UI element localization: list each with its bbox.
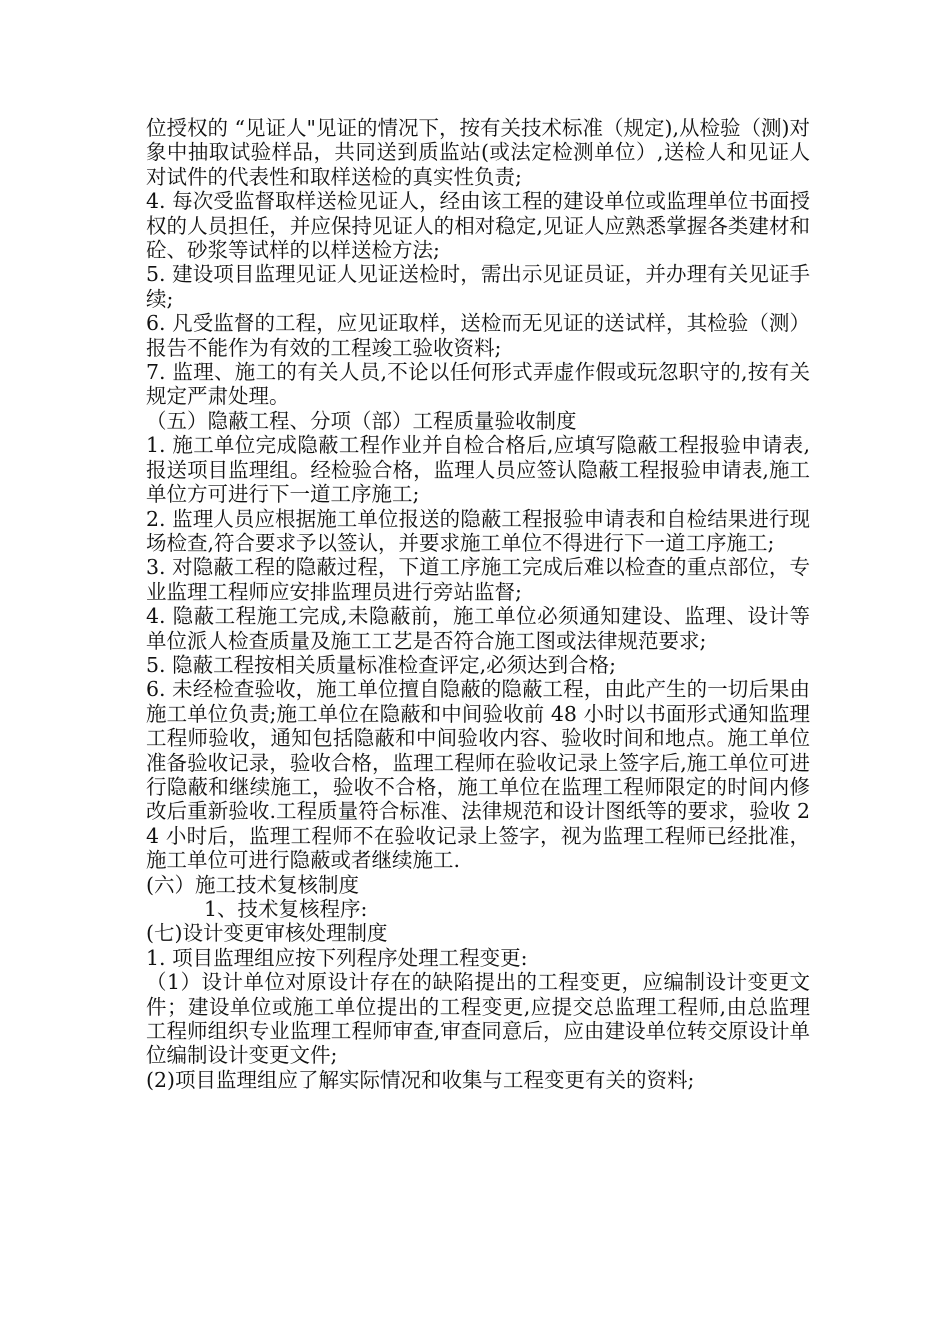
paragraph-item-5: 5. 建设项目监理见证人见证送检时，需出示见证员证，并办理有关见证手续; (146, 262, 810, 311)
section-heading-5: （五）隐蔽工程、分项（部）工程质量验收制度 (146, 408, 577, 433)
paragraph-hidden-works-5: 5. 隐蔽工程按相关质量标准检查评定,必须达到合格; (146, 652, 616, 677)
paragraph-item-7: 7. 监理、施工的有关人员,不论以任何形式弄虚作假或玩忽职守的,按有关规定严肃处理。 (146, 360, 810, 409)
paragraph-change-procedure: 1. 项目监理组应按下列程序处理工程变更: (146, 945, 528, 970)
paragraph-witness-sampling: 位授权的 “见证人"见证的情况下，按有关技术标准（规定),从检验（测)对象中抽取试验样品，共同送到质监站(或法定检测单位）,送检人和见证人对试件的代表性和取样送检的真实性负责; (146, 116, 810, 189)
paragraph-hidden-works-1: 1. 施工单位完成隐蔽工程作业并自检合格后,应填写隐蔽工程报验申请表,报送项目监理组。经检验合格，监理人员应签认隐蔽工程报验申请表,施工单位方可进行下一道工序施工; (146, 433, 810, 507)
paragraph-item-4: 4. 每次受监督取样送检见证人，经由该工程的建设单位或监理单位书面授权的人员担任，并应保持见证人的相对稳定,见证人应熟悉掌握各类建材和砼、砂浆等试样的以样送检方法; (146, 189, 810, 263)
paragraph-hidden-works-2: 2. 监理人员应根据施工单位报送的隐蔽工程报验申请表和自检结果进行现场检查,符合要求予以签认，并要求施工单位不得进行下一道工序施工; (146, 506, 810, 555)
document-body (146, 116, 810, 1092)
paragraph-change-step-1: （1）设计单位对原设计存在的缺陷提出的工程变更，应编制设计变更文件；建设单位或施工单位提出的工程变更,应提交总监理工程师,由总监理工程师组织专业监理工程师审查,审查同意后，应由建设单位转交原设计单位编制设计变更文件; (146, 970, 810, 1068)
section-heading-7: (七)设计变更审核处理制度 (146, 921, 388, 946)
subheading-review-procedure: 1、技术复核程序: (204, 897, 368, 921)
paragraph-hidden-works-4: 4. 隐蔽工程施工完成,未隐蔽前，施工单位必须通知建设、监理、设计等单位派人检查质量及施工工艺是否符合施工图或法律规范要求; (146, 604, 810, 653)
paragraph-hidden-works-6: 6. 未经检查验收，施工单位擅自隐蔽的隐蔽工程，由此产生的一切后果由施工单位负责;施工单位在隐蔽和中间验收前 48 小时以书面形式通知监理工程师验收，通知包括隐蔽和中间验收内容、验收时间和地点。施工单位准备验收记录，验收合格，监理工程师在验收记录上签字后,施工单位可进行隐蔽和继续施工，验收不合格，施工单位在监理工程师限定的时间内修改后重新验收.工程质量符合标准、法律规范和设计图纸等的要求，验收 24 小时后，监理工程师不在验收记录上签字，视为监理工程师已经批准，施工单位可进行隐蔽或者继续施工. (146, 677, 810, 873)
paragraph-hidden-works-3: 3. 对隐蔽工程的隐蔽过程，下道工序施工完成后难以检查的重点部位，专业监理工程师应安排监理员进行旁站监督; (146, 555, 810, 604)
paragraph-change-step-2: (2)项目监理组应了解实际情况和收集与工程变更有关的资料; (146, 1067, 695, 1092)
paragraph-item-6: 6. 凡受监督的工程，应见证取样，送检而无见证的送试样，其检验（测）报告不能作为有效的工程竣工验收资料; (146, 311, 810, 360)
section-heading-6: (六）施工技术复核制度 (146, 872, 359, 897)
